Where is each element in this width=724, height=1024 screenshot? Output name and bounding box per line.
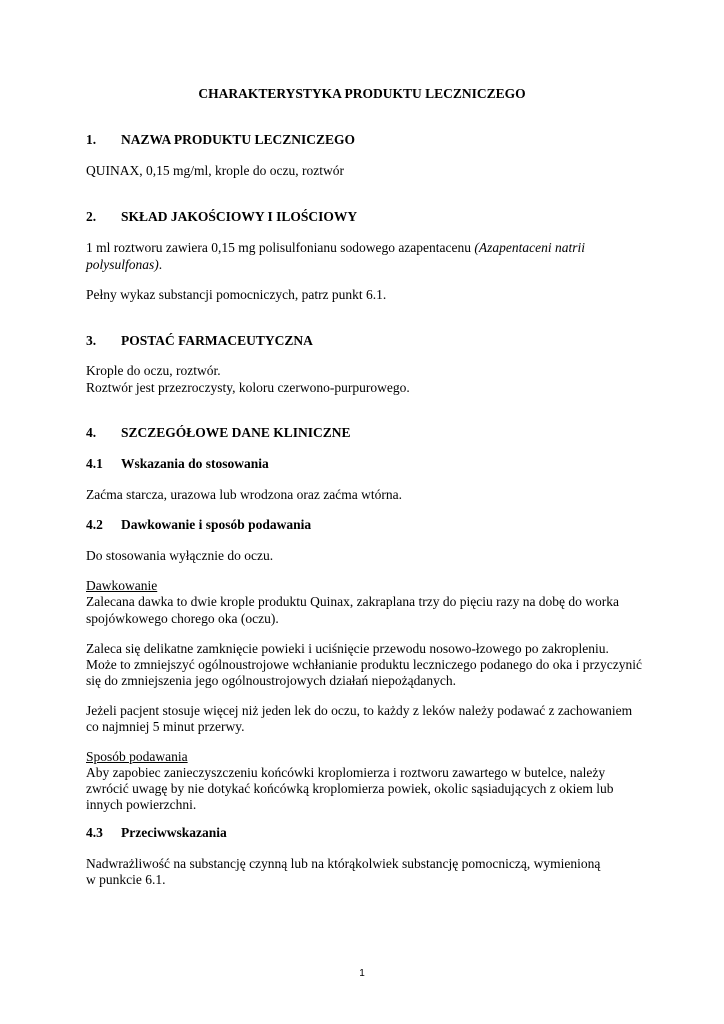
interval-line-1: Jeżeli pacjent stosuje więcej niż jeden lek do oczu, to każdy z leków należy podawać z zachowaniem — [86, 703, 633, 718]
indications-text: Zaćma starcza, urazowa lub wrodzona oraz zaćma wtórna. — [86, 487, 402, 502]
contraindications-line-2: w punkcie 6.1. — [86, 872, 166, 887]
section-4-3-number: 4.3 — [86, 825, 103, 840]
administration-subheading: Sposób podawania — [86, 749, 188, 764]
contraindications-line-1: Nadwrażliwość na substancję czynną lub na którąkolwiek substancję pomocniczą, wymienioną — [86, 856, 601, 871]
composition-text: 1 ml roztworu zawiera 0,15 mg polisulfonianu sodowego azapentacenu — [86, 240, 475, 255]
section-2-number: 2. — [86, 209, 97, 224]
section-4-number: 4. — [86, 425, 97, 440]
section-3-heading: POSTAĆ FARMACEUTYCZNA — [121, 333, 313, 348]
dosing-subheading: Dawkowanie — [86, 578, 158, 593]
section-2-heading: SKŁAD JAKOŚCIOWY I ILOŚCIOWY — [121, 209, 358, 224]
composition-latin-name-b: polysulfonas) — [86, 257, 159, 272]
administration-line-3: innych powierzchni. — [86, 797, 197, 812]
section-4-1-number: 4.1 — [86, 456, 103, 471]
composition-line-1 — [86, 240, 585, 256]
form-line-2: Roztwór jest przezroczysty, koloru czerwono-purpurowego. — [86, 380, 410, 395]
dosing-line-1: Zalecana dawka to dwie krople produktu Quinax, zakraplana trzy do pięciu razy na dobę do worka — [86, 594, 620, 609]
excipients-reference: Pełny wykaz substancji pomocniczych, patrz punkt 6.1. — [86, 287, 387, 302]
administration-line-1: Aby zapobiec zanieczyszczeniu końcówki kroplomierza i roztworu zawartego w butelce, należy — [86, 765, 606, 780]
section-4-3-heading: Przeciwwskazania — [121, 825, 227, 840]
section-4-2-heading: Dawkowanie i sposób podawania — [121, 517, 312, 532]
occlusion-line-2: Może to zmniejszyć ogólnoustrojowe wchłanianie produktu leczniczego podanego do oka i przyczynić — [86, 657, 642, 672]
section-4-2-number: 4.2 — [86, 517, 103, 532]
composition-period: . — [158, 257, 163, 272]
section-1-heading: NAZWA PRODUKTU LECZNICZEGO — [121, 132, 356, 147]
dosing-line-2: spojówkowego chorego oka (oczu). — [86, 611, 279, 626]
section-3-number: 3. — [86, 333, 97, 348]
administration-line-2: zwrócić uwagę by nie dotykać końcówką kroplomierza powiek, okolic sąsiadujących z okiem lub — [86, 781, 614, 796]
route-text: Do stosowania wyłącznie do oczu. — [86, 548, 274, 563]
composition-latin-name-a: (Azapentaceni natrii — [474, 240, 585, 255]
document-title: CHARAKTERYSTYKA PRODUKTU LECZNICZEGO — [198, 86, 526, 101]
occlusion-line-1: Zaleca się delikatne zamknięcie powieki i uciśnięcie przewodu nosowo-łzowego po zakropleniu. — [86, 641, 609, 656]
section-4-heading: SZCZEGÓŁOWE DANE KLINICZNE — [121, 425, 351, 440]
section-4-1-heading: Wskazania do stosowania — [121, 456, 269, 471]
product-name-text: QUINAX, 0,15 mg/ml, krople do oczu, roztwór — [86, 163, 344, 178]
page-number: 1 — [359, 968, 365, 979]
section-1-number: 1. — [86, 132, 97, 147]
occlusion-line-3: się do zmniejszenia jego ogólnoustrojowych działań niepożądanych. — [86, 673, 457, 688]
form-line-1: Krople do oczu, roztwór. — [86, 363, 221, 378]
interval-line-2: co najmniej 5 minut przerwy. — [86, 719, 245, 734]
composition-line-2 — [86, 257, 162, 273]
